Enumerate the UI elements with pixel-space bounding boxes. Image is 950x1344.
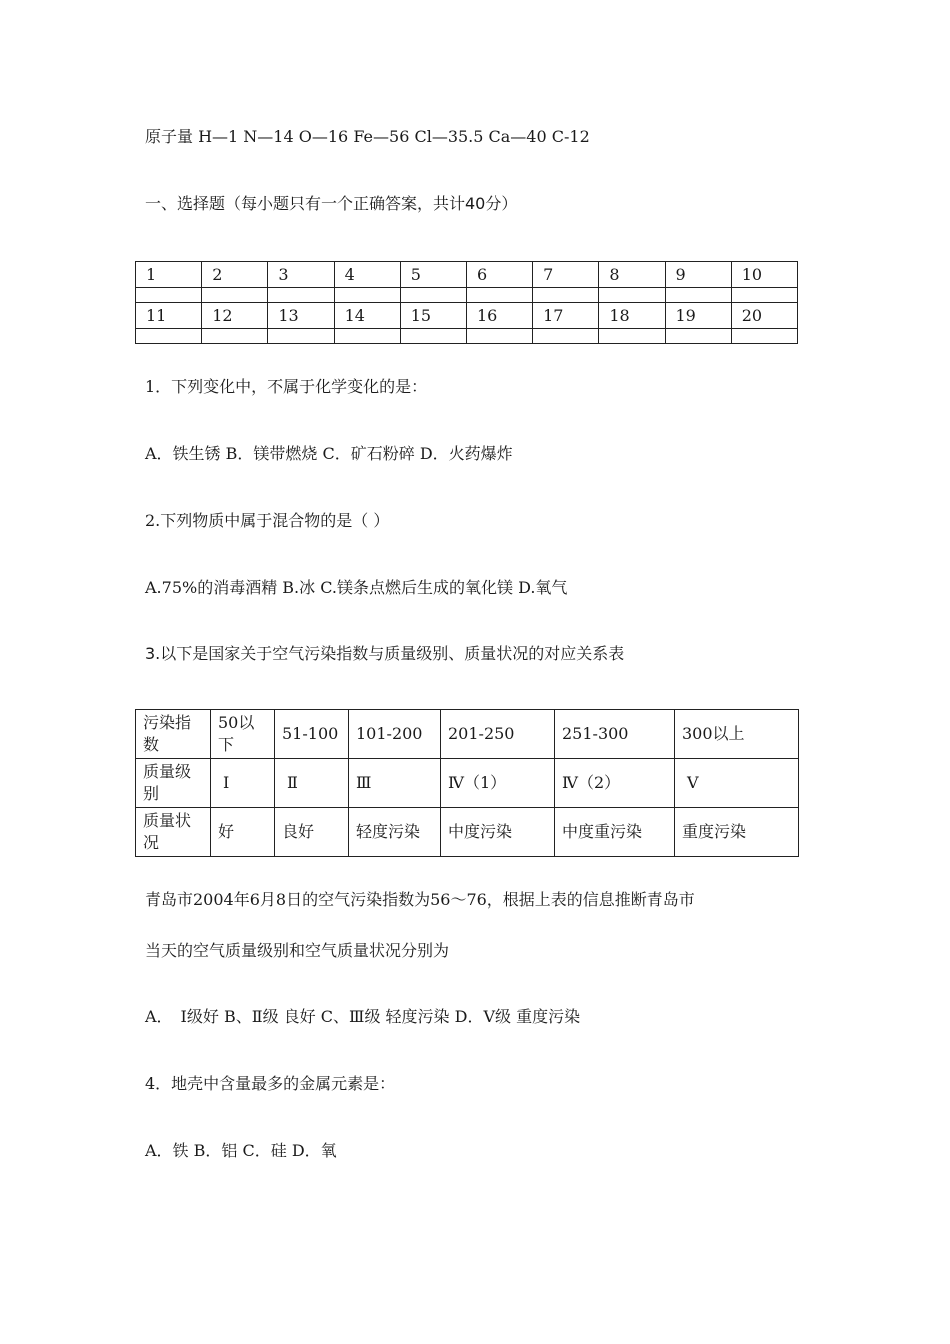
aq-cell: 良好 <box>275 808 349 857</box>
answer-blank-cell[interactable] <box>599 329 665 344</box>
aq-cell: 51-100 <box>275 710 349 759</box>
answer-cell-label: 19 <box>665 303 731 329</box>
answer-table <box>135 261 798 344</box>
aq-row-header: 污染指数 <box>136 710 211 759</box>
answer-cell-label: 6 <box>466 262 532 288</box>
answer-cell-label: 18 <box>599 303 665 329</box>
aq-cell: Ⅳ（2） <box>555 759 675 808</box>
aq-cell: 轻度污染 <box>349 808 441 857</box>
answer-cell-label: 17 <box>533 303 599 329</box>
answer-cell-label: 8 <box>599 262 665 288</box>
aq-cell: 好 <box>211 808 275 857</box>
answer-blank-cell[interactable] <box>136 329 202 344</box>
answer-cell-label: 9 <box>665 262 731 288</box>
aq-cell: 101-200 <box>349 710 441 759</box>
answer-cell-label: 11 <box>136 303 202 329</box>
answer-cell-label: 15 <box>400 303 466 329</box>
answer-blank-cell[interactable] <box>202 288 268 303</box>
answer-blank-cell[interactable] <box>268 288 334 303</box>
aq-cell: Ⅴ <box>675 759 799 808</box>
answer-cell-label: 1 <box>136 262 202 288</box>
aq-cell: 300以上 <box>675 710 799 759</box>
aq-cell: 201-250 <box>441 710 555 759</box>
aq-cell: Ⅰ <box>211 759 275 808</box>
aq-cell: Ⅱ <box>275 759 349 808</box>
aq-cell: 中度重污染 <box>555 808 675 857</box>
answer-cell-label: 7 <box>533 262 599 288</box>
question-3-text-1: 青岛市2004年6月8日的空气污染指数为56～76，根据上表的信息推断青岛市 <box>145 890 695 909</box>
answer-cell-label: 20 <box>731 303 797 329</box>
aq-row-header: 质量级别 <box>136 759 211 808</box>
answer-blank-cell[interactable] <box>599 288 665 303</box>
answer-blank-cell[interactable] <box>533 329 599 344</box>
answer-cell-label: 5 <box>400 262 466 288</box>
answer-cell-label: 13 <box>268 303 334 329</box>
answer-blank-cell[interactable] <box>400 329 466 344</box>
answer-cell-label: 12 <box>202 303 268 329</box>
answer-blank-cell[interactable] <box>533 288 599 303</box>
answer-blank-cell[interactable] <box>334 288 400 303</box>
answer-cell-label: 4 <box>334 262 400 288</box>
answer-blank-cell[interactable] <box>466 288 532 303</box>
answer-blank-cell[interactable] <box>731 329 797 344</box>
aq-cell: Ⅲ <box>349 759 441 808</box>
answer-cell-label: 10 <box>731 262 797 288</box>
answer-blank-cell[interactable] <box>136 288 202 303</box>
answer-blank-cell[interactable] <box>400 288 466 303</box>
answer-blank-cell[interactable] <box>665 288 731 303</box>
answer-cell-label: 2 <box>202 262 268 288</box>
aq-cell: 251-300 <box>555 710 675 759</box>
aq-cell: 中度污染 <box>441 808 555 857</box>
answer-cell-label: 3 <box>268 262 334 288</box>
aq-cell: Ⅳ（1） <box>441 759 555 808</box>
answer-blank-cell[interactable] <box>268 329 334 344</box>
question-2-stem: 2.下列物质中属于混合物的是（ ） <box>145 511 390 530</box>
question-3-text-2: 当天的空气质量级别和空气质量状况分别为 <box>145 941 450 960</box>
answer-blank-cell[interactable] <box>731 288 797 303</box>
answer-cell-label: 14 <box>334 303 400 329</box>
aq-cell: 50以下 <box>211 710 275 759</box>
answer-blank-cell[interactable] <box>202 329 268 344</box>
question-3-stem: 3.以下是国家关于空气污染指数与质量级别、质量状况的对应关系表 <box>145 644 625 663</box>
answer-blank-cell[interactable] <box>466 329 532 344</box>
atomic-masses-line: 原子量 H—1 N—14 O—16 Fe—56 Cl—35.5 Ca—40 C-12 <box>145 127 590 146</box>
question-2-options: A.75%的消毒酒精 B.冰 C.镁条点燃后生成的氧化镁 D.氧气 <box>145 578 568 597</box>
section-title: 一、选择题（每小题只有一个正确答案，共计40分） <box>145 194 518 213</box>
question-4-options: A．铁 B．铝 C．硅 D．氧 <box>145 1141 337 1160</box>
aq-cell: 重度污染 <box>675 808 799 857</box>
answer-cell-label: 16 <box>466 303 532 329</box>
question-4-stem: 4．地壳中含量最多的金属元素是： <box>145 1074 396 1093</box>
question-1-options: A．铁生锈 B．镁带燃烧 C．矿石粉碎 D．火药爆炸 <box>145 444 513 463</box>
aq-row-header: 质量状况 <box>136 808 211 857</box>
question-3-options: A． Ⅰ级好 B、Ⅱ级 良好 C、Ⅲ级 轻度污染 D．Ⅴ级 重度污染 <box>145 1007 581 1026</box>
answer-blank-cell[interactable] <box>334 329 400 344</box>
answer-blank-cell[interactable] <box>665 329 731 344</box>
air-quality-table <box>135 709 799 857</box>
question-1-stem: 1．下列变化中，不属于化学变化的是： <box>145 377 428 396</box>
